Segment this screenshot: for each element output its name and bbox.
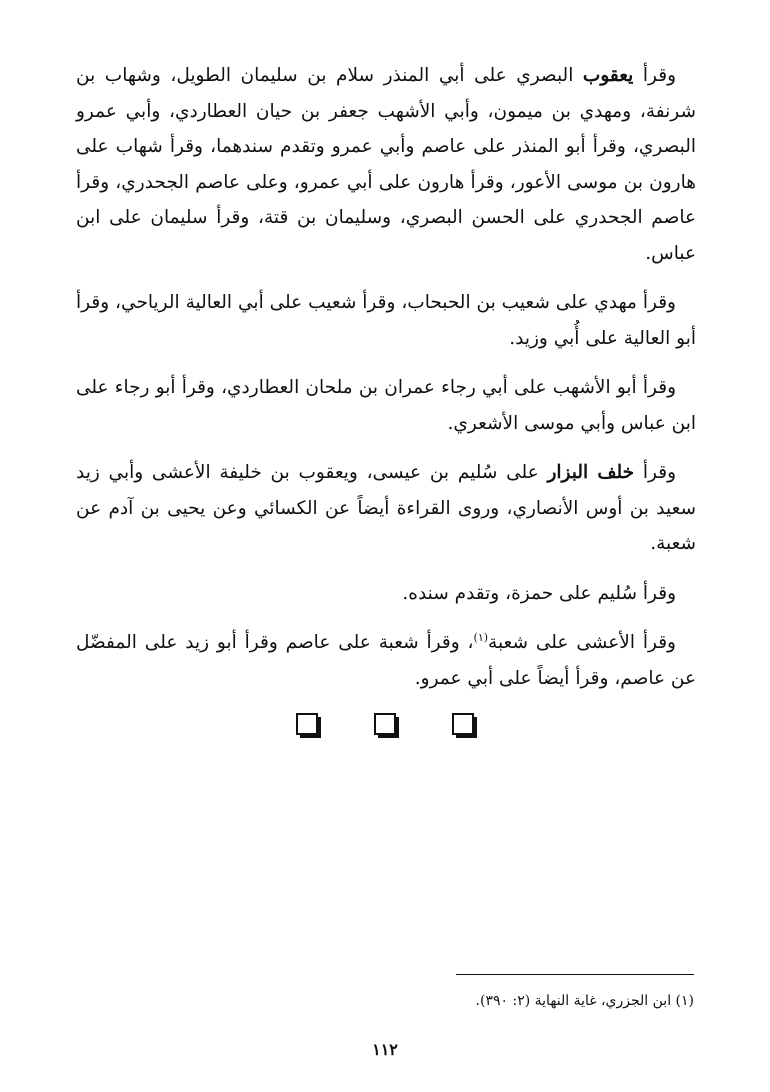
footnote: (١) ابن الجزري، غاية النهاية (٢: ٣٩٠). [475,993,694,1009]
footnote-marker: (١) [473,630,489,644]
paragraph-5 [76,576,696,612]
paragraph-body: وقرأ مهدي على شعيب بن الحبحاب، وقرأ شعيب على أبي العالية الرياحي، وقرأ أبو العالية على أُبي وزيد. [76,292,696,349]
paragraph-body: البصري على أبي المنذر سلام بن سليمان الطويل، وشهاب بن شرنفة، ومهدي بن ميمون، وأبي الأشهب جعفر بن حيان العطاردي، وأبي عمرو البصري، وقرأ أبو المنذر على عاصم وأبي عمرو وتقدم سندهما، وقرأ شهاب على هارون بن موسى الأعور، وقرأ هارون على أبي عمرو، وعلى عاصم الجحدري، وقرأ عاصم الجحدري على الحسن البصري، وسليمان بن قتة، وقرأ سليمان على ابن عباس. [76,65,696,264]
main-text [76,58,696,710]
paragraph-1 [76,58,696,271]
square-ornament-icon [374,713,396,735]
paragraph-body: وقرأ أبو الأشهب على أبي رجاء عمران بن ملحان العطاردي، وقرأ أبو رجاء على ابن عباس وأبي موسى الأشعري. [76,377,696,434]
paragraph-6 [76,625,696,696]
paragraph-body: وقرأ سُليم على حمزة، وتقدم سنده. [402,582,676,604]
paragraph-2 [76,285,696,356]
square-ornament-icon [296,713,318,735]
paragraph-body: وقرأ الأعشى على شعبة [488,632,676,653]
paragraph-body: على سُليم بن عيسى، ويعقوب بن خليفة الأعشى وأبي زيد سعيد بن أوس الأنصاري، وروى القراءة أيضاً عن الكسائي وعن يحيى بن آدم عن شعبة. [76,462,696,554]
paragraph-4 [76,455,696,562]
section-divider [0,713,770,735]
paragraph-lead: وقرأ [642,65,676,86]
paragraph-3 [76,370,696,441]
footnote-divider [456,974,694,975]
paragraph-body: ، وقرأ شعبة على عاصم وقرأ أبو زيد على المفضّل عن عاصم، وقرأ أيضاً على أبي عمرو. [76,632,696,689]
paragraph-lead: وقرأ [642,462,677,483]
page-number: ١١٢ [372,1040,398,1059]
bold-name: يعقوب [582,65,634,86]
bold-name: خلف البزار [547,462,635,483]
square-ornament-icon [452,713,474,735]
